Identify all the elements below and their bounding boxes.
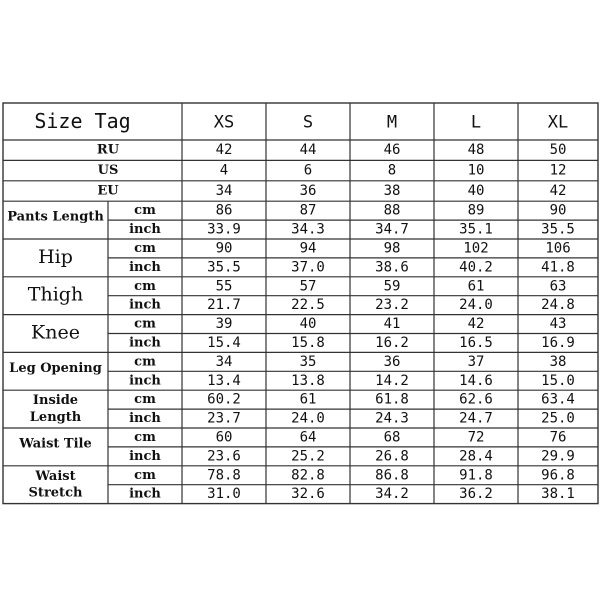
cell-value: 41.8	[541, 259, 575, 276]
cell-value: 12	[549, 162, 567, 179]
row-label: Length	[29, 410, 82, 426]
row-label: Knee	[31, 321, 80, 344]
unit-label: cm	[134, 392, 156, 408]
unit-label: cm	[134, 240, 156, 256]
row-label-ru: RU	[96, 142, 120, 158]
cell-value: 61	[299, 391, 317, 408]
cell-value: 34.7	[375, 221, 409, 238]
cell-value: 90	[549, 202, 567, 219]
cell-value: 59	[383, 278, 401, 295]
cell-value: 87	[299, 202, 317, 219]
cell-value: 78.8	[207, 467, 241, 484]
cell-value: 24.0	[291, 410, 325, 427]
cell-value: 26.8	[375, 448, 409, 465]
row-label: Pants Length	[7, 209, 104, 225]
cell-value: 42	[215, 142, 233, 159]
cell-value: 38.1	[541, 486, 575, 503]
cell-value: 50	[549, 142, 567, 159]
unit-label: cm	[134, 467, 156, 483]
cell-value: 72	[467, 429, 485, 446]
cell-value: 40	[467, 183, 485, 199]
cell-value: 39	[215, 316, 233, 333]
cell-value: 33.9	[207, 221, 241, 238]
unit-label: cm	[134, 316, 156, 332]
cell-value: 63.4	[541, 391, 575, 408]
unit-label: inch	[129, 222, 161, 238]
cell-value: 16.9	[541, 334, 575, 351]
cell-value: 35.5	[207, 259, 241, 276]
unit-label: cm	[134, 354, 156, 370]
cell-value: 23.7	[207, 410, 241, 427]
cell-value: 34.3	[291, 221, 325, 238]
cell-value: 102	[463, 240, 489, 257]
cell-value: 34	[215, 183, 233, 199]
unit-label: inch	[129, 373, 161, 389]
cell-value: 60	[215, 429, 233, 446]
cell-value: 38.6	[375, 259, 409, 276]
cell-value: 4	[219, 162, 229, 179]
cell-value: 42	[467, 316, 485, 333]
cell-value: 60.2	[207, 391, 241, 408]
cell-value: 24.0	[459, 297, 493, 314]
row-label-us: US	[97, 163, 119, 179]
cell-value: 38	[383, 183, 401, 199]
unit-label: inch	[129, 297, 161, 313]
cell-value: 15.4	[207, 334, 241, 351]
cell-value: 64	[299, 429, 317, 446]
row-label: Waist	[35, 468, 76, 484]
cell-value: 86	[215, 202, 233, 219]
cell-value: 32.6	[291, 486, 325, 503]
cell-value: 94	[299, 240, 317, 257]
cell-value: 43	[549, 316, 567, 333]
cell-value: 34	[215, 353, 233, 370]
cell-value: 14.6	[459, 372, 493, 389]
cell-value: 29.9	[541, 448, 575, 465]
cell-value: 10	[467, 162, 485, 179]
unit-label: inch	[129, 486, 161, 502]
row-label: Stretch	[28, 485, 83, 501]
cell-value: 24.7	[459, 410, 493, 427]
size-tag-header: Size Tag	[34, 109, 131, 133]
cell-value: 40	[299, 316, 317, 333]
unit-label: cm	[134, 429, 156, 445]
cell-value: 22.5	[291, 297, 325, 314]
unit-label: cm	[134, 203, 156, 219]
row-label: Leg Opening	[9, 360, 102, 376]
cell-value: 57	[299, 278, 317, 295]
row-label-eu: EU	[97, 183, 119, 199]
cell-value: 106	[545, 240, 571, 257]
cell-value: 13.4	[207, 372, 241, 389]
cell-value: 14.2	[375, 372, 409, 389]
cell-value: 61.8	[375, 391, 409, 408]
cell-value: 90	[215, 240, 233, 257]
cell-value: 55	[215, 278, 233, 295]
cell-value: 38	[549, 353, 567, 370]
cell-value: 37.0	[291, 259, 325, 276]
cell-value: 25.2	[291, 448, 325, 465]
cell-value: 28.4	[459, 448, 493, 465]
cell-value: 35	[299, 353, 317, 370]
cell-value: 76	[549, 429, 567, 446]
cell-value: 15.8	[291, 334, 325, 351]
cell-value: 36	[383, 353, 401, 370]
cell-value: 13.8	[291, 372, 325, 389]
cell-value: 48	[467, 142, 485, 159]
cell-value: 91.8	[459, 467, 493, 484]
unit-label: inch	[129, 448, 161, 464]
unit-label: inch	[129, 335, 161, 351]
row-label: Inside	[32, 393, 79, 409]
cell-value: 46	[383, 142, 401, 159]
cell-value: 44	[299, 142, 317, 159]
row-label: Waist Tile	[19, 436, 92, 452]
cell-value: 35.5	[541, 221, 575, 238]
cell-value: 96.8	[541, 467, 575, 484]
size-header-m: M	[386, 112, 398, 133]
cell-value: 36	[299, 183, 317, 199]
cell-value: 16.5	[459, 334, 493, 351]
cell-value: 23.2	[375, 297, 409, 314]
cell-value: 40.2	[459, 259, 493, 276]
cell-value: 31.0	[207, 486, 241, 503]
cell-value: 6	[303, 162, 313, 179]
cell-value: 88	[383, 202, 401, 219]
cell-value: 63	[549, 278, 567, 295]
cell-value: 16.2	[375, 334, 409, 351]
unit-label: inch	[129, 411, 161, 427]
unit-label: inch	[129, 259, 161, 275]
cell-value: 41	[383, 316, 401, 333]
cell-value: 36.2	[459, 486, 493, 503]
cell-value: 37	[467, 353, 485, 370]
size-header-s: S	[302, 112, 314, 133]
cell-value: 24.8	[541, 297, 575, 314]
cell-value: 8	[387, 162, 397, 179]
cell-value: 23.6	[207, 448, 241, 465]
cell-value: 24.3	[375, 410, 409, 427]
cell-value: 15.0	[541, 372, 575, 389]
cell-value: 42	[549, 183, 567, 199]
cell-value: 62.6	[459, 391, 493, 408]
size-header-l: L	[470, 112, 482, 133]
cell-value: 25.0	[541, 410, 575, 427]
cell-value: 89	[467, 202, 485, 219]
row-label: Hip	[38, 245, 73, 268]
size-header-xl: XL	[547, 112, 569, 133]
cell-value: 82.8	[291, 467, 325, 484]
cell-value: 21.7	[207, 297, 241, 314]
cell-value: 86.8	[375, 467, 409, 484]
size-header-xs: XS	[213, 112, 235, 133]
row-label: Thigh	[27, 283, 84, 306]
cell-value: 61	[467, 278, 485, 295]
cell-value: 98	[383, 240, 401, 257]
unit-label: cm	[134, 278, 156, 294]
cell-value: 35.1	[459, 221, 493, 238]
cell-value: 34.2	[375, 486, 409, 503]
cell-value: 68	[383, 429, 401, 446]
